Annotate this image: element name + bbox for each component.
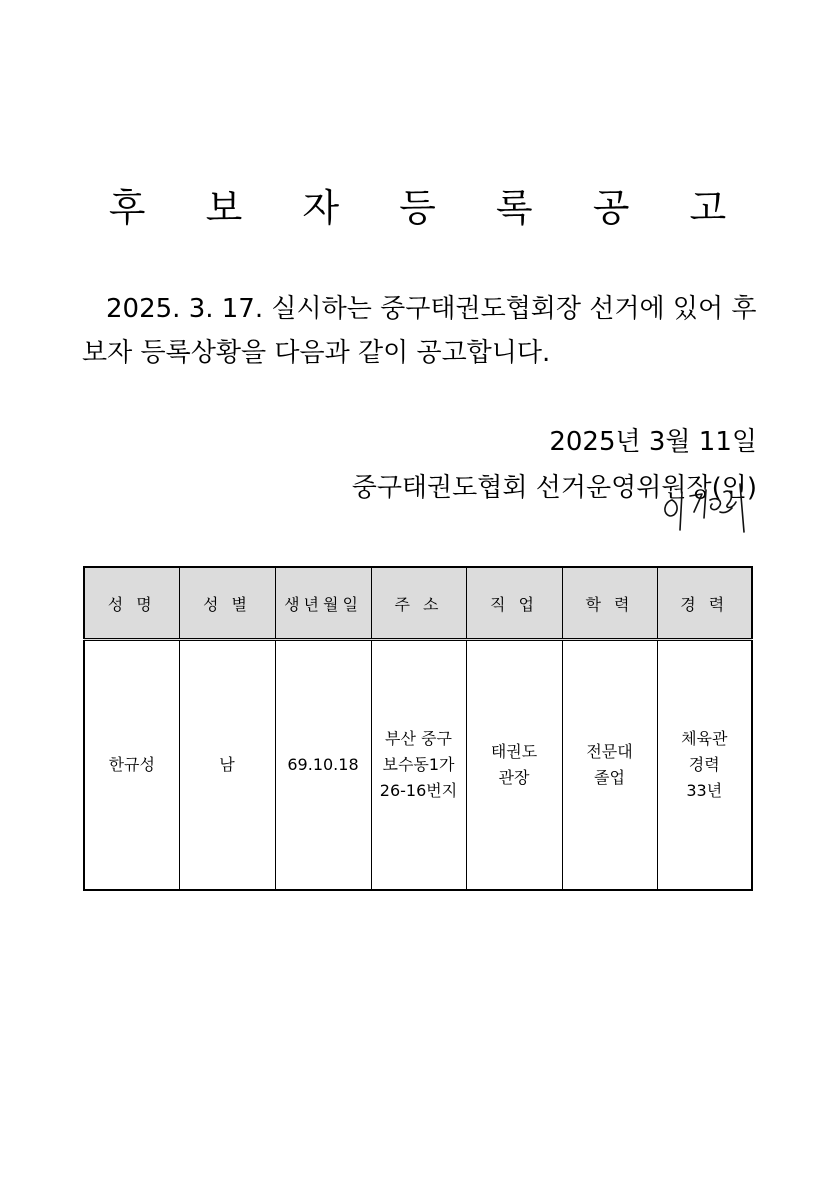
issuer-line: 중구태권도협회 선거운영위원장(인) [351,473,757,503]
announcement-paragraph: 2025. 3. 17. 실시하는 중구태권도협회장 선거에 있어 후보자 등록상황을 다음과 같이 공고합니다. [82,294,757,368]
header-birthdate: 생년월일 [275,567,371,640]
cell-career: 체육관 경력 33년 [657,640,752,891]
header-education: 학 력 [562,567,657,640]
cell-occupation: 태권도 관장 [466,640,562,891]
cell-education: 전문대 졸업 [562,640,657,891]
cell-address: 부산 중구 보수동1가 26-16번지 [371,640,466,891]
cell-gender: 남 [179,640,275,891]
table-header-row [84,567,752,640]
table-row [84,640,752,891]
cell-name: 한규성 [84,640,179,891]
cell-birthdate: 69.10.18 [275,640,371,891]
header-gender: 성 별 [179,567,275,640]
announcement-date: 2025년 3월 11일 [549,427,757,457]
candidate-table [83,566,753,891]
header-address: 주 소 [371,567,466,640]
header-name: 성 명 [84,567,179,640]
document-title: 후 보 자 등 록 공 고 [108,186,751,230]
header-occupation: 직 업 [466,567,562,640]
handwritten-signature [650,478,755,538]
header-career: 경 력 [657,567,752,640]
